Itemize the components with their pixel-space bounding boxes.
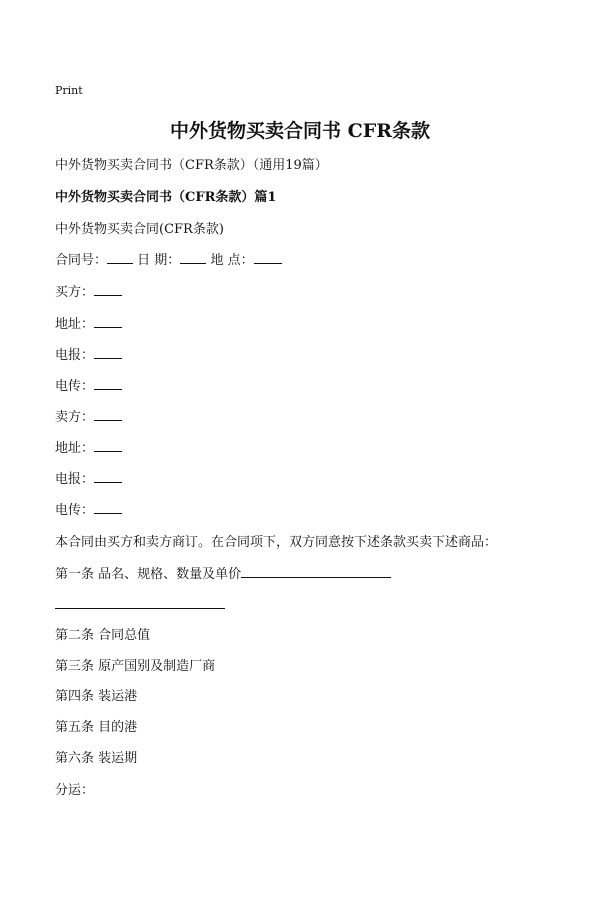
document-subtitle: 中外货物买卖合同书（CFR条款）（通用19篇） (55, 158, 328, 173)
buyer-address-blank (94, 314, 122, 328)
article-3: 第三条 原产国别及制造厂商 (55, 659, 216, 674)
section-heading: 中外货物买卖合同书（CFR条款）篇1 (55, 190, 277, 205)
article-2: 第二条 合同总值 (55, 628, 151, 643)
seller-telegram-blank (94, 469, 122, 483)
date-label: 日 期： (137, 253, 181, 268)
buyer-row (55, 281, 122, 300)
buyer-label: 买方： (55, 285, 95, 300)
seller-row (55, 406, 122, 425)
buyer-fax-blank (94, 376, 122, 390)
article-4: 第四条 装运港 (55, 689, 138, 704)
article-5: 第五条 目的港 (55, 720, 138, 735)
seller-fax-blank (94, 500, 122, 514)
article-1-text: 第一条 品名、规格、数量及单价 (55, 567, 242, 582)
buyer-telegram-row (55, 344, 122, 363)
contract-meta-row (55, 249, 282, 268)
article-1-blank (241, 564, 391, 578)
contract-no-label: 合同号： (55, 253, 108, 268)
seller-fax-label: 电传： (55, 503, 95, 518)
document-title: 中外货物买卖合同书 CFR条款 (169, 120, 431, 142)
print-label: Print (55, 84, 83, 97)
seller-address-blank (94, 438, 122, 452)
buyer-address-row (55, 313, 122, 332)
date-blank (180, 250, 206, 264)
partial-shipment: 分运： (55, 783, 95, 798)
place-blank (254, 250, 282, 264)
buyer-fax-label: 电传： (55, 379, 95, 394)
seller-address-row (55, 437, 122, 456)
seller-label: 卖方： (55, 410, 95, 425)
contract-no-blank (107, 250, 133, 264)
buyer-address-label: 地址： (55, 317, 95, 332)
buyer-fax-row (55, 375, 122, 394)
seller-telegram-row (55, 468, 122, 487)
seller-address-label: 地址： (55, 441, 95, 456)
buyer-telegram-label: 电报： (55, 348, 95, 363)
contract-name: 中外货物买卖合同(CFR条款) (55, 222, 224, 237)
seller-telegram-label: 电报： (55, 472, 95, 487)
contract-intro: 本合同由买方和卖方商订。在合同项下，双方同意按下述条款买卖下述商品： (55, 535, 498, 550)
article-1-continuation-line (55, 608, 225, 609)
article-1 (55, 563, 391, 582)
article-6: 第六条 装运期 (55, 751, 138, 766)
seller-blank (94, 407, 122, 421)
buyer-blank (94, 282, 122, 296)
buyer-telegram-blank (94, 345, 122, 359)
seller-fax-row (55, 499, 122, 518)
place-label: 地 点： (210, 253, 254, 268)
